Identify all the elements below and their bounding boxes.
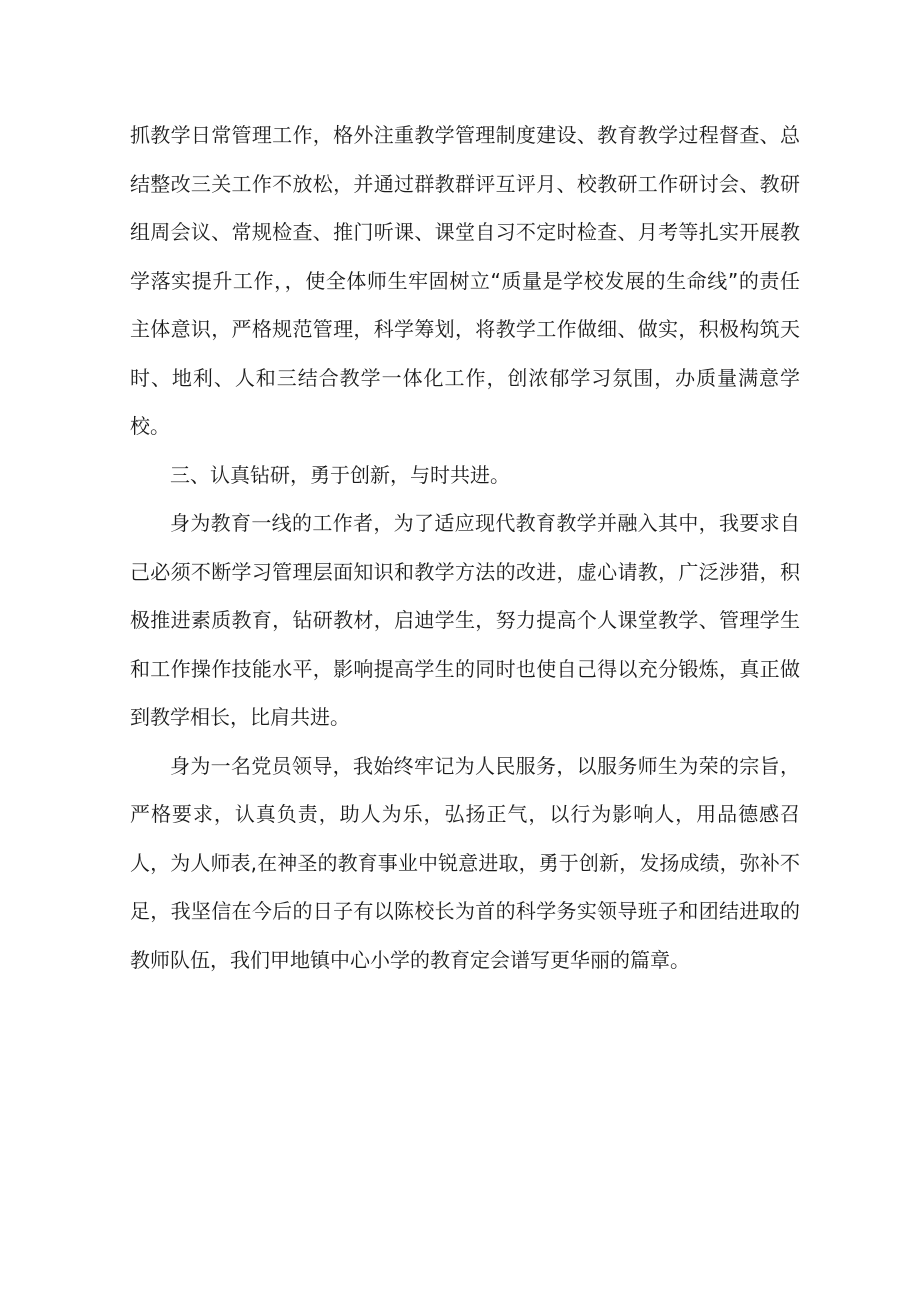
- paragraph-party-leader: 身为一名党员领导，我始终牢记为人民服务，以服务师生为荣的宗旨，严格要求，认真负责，助人为乐，弘扬正气，以行为影响人，用品德感召人，为人师表,在神圣的教育事业中锐意进取，勇于创新，发扬成绩，弥补不足，我坚信在今后的日子有以陈校长为首的科学务实领导班子和团结进取的教师队伍，我们甲地镇中心小学的教育定会谱写更华丽的篇章。: [130, 753, 800, 972]
- paragraph-frontline-work: 身为教育一线的工作者，为了适应现代教育教学并融入其中，我要求自己必须不断学习管理层面知识和教学方法的改进，虚心请教，广泛涉猎，积极推进素质教育，钻研教材，启迪学生，努力提高个人课堂教学、管理学生和工作操作技能水平，影响提高学生的同时也使自己得以充分锻炼，真正做到教学相长，比肩共进。: [130, 511, 800, 729]
- paragraph-continuation: 抓教学日常管理工作，格外注重教学管理制度建设、教育教学过程督查、总结整改三关工作不放松，并通过群教群评互评月、校教研工作研讨会、教研组周会议、常规检查、推门听课、课堂自习不定时检查、月考等扎实开展教学落实提升工作，，使全体师生牢固树立“质量是学校发展的生命线”的责任主体意识，严格规范管理，科学筹划，将教学工作做细、做实，积极构筑天时、地利、人和三结合教学一体化工作，创浓郁学习氛围，办质量满意学校。: [130, 123, 800, 438]
- section-heading: 三、认真钻研，勇于创新，与时共进。: [170, 462, 510, 487]
- document-body: [130, 111, 800, 984]
